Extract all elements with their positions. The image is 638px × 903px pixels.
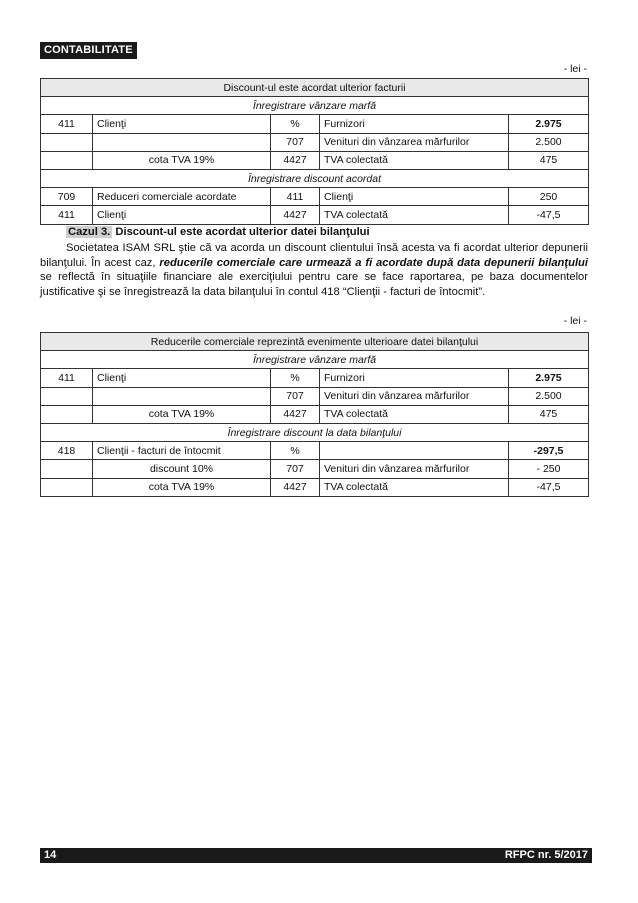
- amount: 250: [509, 188, 589, 206]
- table-row: [41, 387, 589, 405]
- debit-name: discount 10%: [93, 460, 271, 478]
- case-heading: [40, 225, 588, 240]
- amount: 2.975: [509, 369, 589, 387]
- credit-account: 707: [271, 387, 320, 405]
- credit-name: Venituri din vânzarea mărfurilor: [320, 133, 509, 151]
- debit-account: [41, 405, 93, 423]
- debit-name: Clienţii - facturi de întocmit: [93, 442, 271, 460]
- case-3-section: [40, 225, 588, 300]
- table-row: [41, 115, 589, 133]
- paragraph-text: Societatea ISAM SRL ştie că va acorda un discount clientului însă acesta va fi acordat ulterior depunerii bilanţului. În acest caz,: [40, 241, 588, 269]
- credit-account: 411: [271, 188, 320, 206]
- debit-name: Clienţi: [93, 206, 271, 224]
- debit-account: [41, 133, 93, 151]
- unit-label: - lei -: [563, 315, 587, 327]
- credit-account: 707: [271, 460, 320, 478]
- page-footer: [40, 848, 592, 863]
- case-paragraph: [40, 241, 588, 300]
- amount: -297,5: [509, 442, 589, 460]
- debit-name: [93, 133, 271, 151]
- credit-account: %: [271, 442, 320, 460]
- credit-account: 4427: [271, 478, 320, 496]
- table-row: [41, 369, 589, 387]
- amount: 2.500: [509, 387, 589, 405]
- credit-account: 4427: [271, 206, 320, 224]
- debit-name: Reduceri comerciale acordate: [93, 188, 271, 206]
- table-subheading: Înregistrare discount acordat: [41, 169, 589, 187]
- unit-label: - lei -: [563, 63, 587, 75]
- debit-account: 411: [41, 369, 93, 387]
- table-row: [41, 442, 589, 460]
- debit-name: cota TVA 19%: [93, 151, 271, 169]
- credit-account: 707: [271, 133, 320, 151]
- credit-name: Furnizori: [320, 115, 509, 133]
- debit-name: [93, 387, 271, 405]
- debit-account: [41, 478, 93, 496]
- page-number: 14: [44, 849, 57, 861]
- table-title: Reducerile comerciale reprezintă evenimente ulterioare datei bilanţului: [41, 333, 589, 351]
- table-row: [41, 206, 589, 224]
- credit-name: Venituri din vânzarea mărfurilor: [320, 460, 509, 478]
- case-tag: Cazul 3.: [68, 226, 111, 238]
- publication-reference: RFPC nr. 5/2017: [504, 849, 588, 861]
- table-subheading: Înregistrare vânzare marfă: [41, 97, 589, 115]
- debit-name: Clienţi: [93, 115, 271, 133]
- debit-account: [41, 151, 93, 169]
- table-subheading: Înregistrare vânzare marfă: [41, 351, 589, 369]
- paragraph-emphasis: reducerile comerciale care urmează a fi acordate după data depunerii bilanţului: [159, 256, 588, 269]
- credit-name: Clienţi: [320, 188, 509, 206]
- amount: 2.975: [509, 115, 589, 133]
- credit-name: TVA colectată: [320, 206, 509, 224]
- amount: -47,5: [509, 206, 589, 224]
- amount: 475: [509, 151, 589, 169]
- section-tag: CONTABILITATE: [40, 42, 137, 59]
- debit-account: 709: [41, 188, 93, 206]
- debit-name: cota TVA 19%: [93, 478, 271, 496]
- table-row: [41, 405, 589, 423]
- credit-account: 4427: [271, 151, 320, 169]
- journal-table-2: [40, 332, 589, 497]
- debit-account: 418: [41, 442, 93, 460]
- credit-account: 4427: [271, 405, 320, 423]
- case-title: Discount-ul este acordat ulterior datei bilanţului: [112, 226, 370, 238]
- table-row: [41, 151, 589, 169]
- credit-account: %: [271, 369, 320, 387]
- credit-name: TVA colectată: [320, 151, 509, 169]
- amount: -47,5: [509, 478, 589, 496]
- debit-name: cota TVA 19%: [93, 405, 271, 423]
- table-title: Discount-ul este acordat ulterior facturii: [41, 79, 589, 97]
- table-subheading: Înregistrare discount la data bilanţului: [41, 423, 589, 441]
- amount: - 250: [509, 460, 589, 478]
- table-row: [41, 460, 589, 478]
- debit-account: [41, 460, 93, 478]
- table-row: [41, 478, 589, 496]
- credit-name: Furnizori: [320, 369, 509, 387]
- debit-account: 411: [41, 206, 93, 224]
- amount: 475: [509, 405, 589, 423]
- debit-account: 411: [41, 115, 93, 133]
- credit-name: Venituri din vânzarea mărfurilor: [320, 387, 509, 405]
- debit-name: Clienţi: [93, 369, 271, 387]
- debit-account: [41, 387, 93, 405]
- credit-name: TVA colectată: [320, 478, 509, 496]
- table-row: [41, 133, 589, 151]
- paragraph-text: se reflectă în situaţiile financiare ale exerciţiului pentru care se face raportarea, pe baza documentelor justificative şi se înregistrează la data bilanţului în contul 418 “Clienţii - facturi de întocmit”.: [40, 271, 588, 299]
- journal-table-1: [40, 78, 589, 225]
- credit-name: [320, 442, 509, 460]
- credit-account: %: [271, 115, 320, 133]
- table-row: [41, 188, 589, 206]
- amount: 2.500: [509, 133, 589, 151]
- credit-name: TVA colectată: [320, 405, 509, 423]
